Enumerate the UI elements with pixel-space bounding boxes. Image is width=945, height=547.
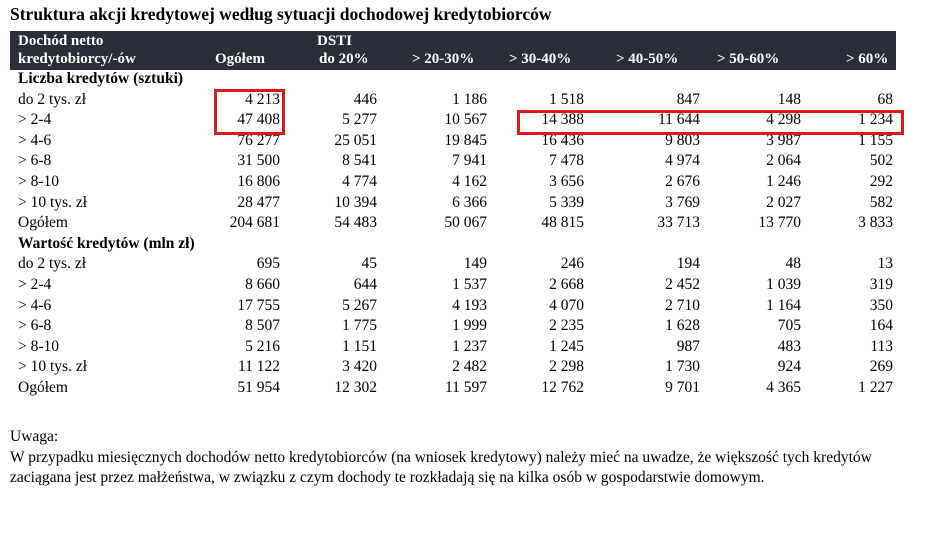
table-cell: 204 681: [229, 214, 280, 232]
row-label: > 10 tys. zł: [18, 358, 88, 376]
table-cell: 11 597: [444, 379, 487, 396]
table-cell: 695: [256, 255, 280, 273]
table-cell: 8 660: [245, 276, 280, 293]
table-cell: 3 987: [766, 131, 801, 149]
table-cell: 2 676: [665, 173, 700, 190]
col-header-total: Ogółem: [215, 51, 265, 67]
table-cell: 54 483: [334, 214, 377, 232]
table-cell: 76 277: [237, 131, 280, 149]
table-cell: 14 388: [541, 111, 584, 129]
table-cell: 1 234: [858, 111, 893, 129]
table-cell: 7 941: [452, 152, 487, 170]
table-cell: 1 518: [549, 90, 584, 108]
table-cell: 1 155: [858, 131, 893, 149]
col-header-dsti-20: do 20%: [319, 51, 369, 67]
table-cell: 31 500: [237, 152, 280, 170]
table-row: [10, 316, 896, 336]
table-cell: 1 151: [342, 337, 377, 355]
table-row: [10, 337, 896, 357]
table-cell: 48: [785, 255, 801, 273]
table-cell: 4 365: [766, 379, 801, 396]
table-cell: 3 420: [342, 358, 377, 376]
table-cell: 50 067: [444, 214, 487, 232]
table-cell: 4 213: [245, 90, 280, 108]
table-cell: 16 806: [237, 173, 280, 190]
table-cell: 164: [869, 317, 893, 335]
table-cell: 2 064: [766, 152, 801, 170]
table-cell: 1 227: [858, 379, 893, 396]
table-cell: 10 394: [334, 193, 377, 211]
table-cell: 644: [353, 276, 377, 293]
table-cell: 5 277: [342, 111, 377, 129]
row-label-header-line1: Dochód netto: [18, 33, 104, 49]
table-cell: 2 027: [766, 193, 801, 211]
table-cell: 11 122: [237, 358, 280, 376]
highlight-box-row: [517, 110, 904, 135]
table-cell: 19 845: [444, 131, 487, 149]
table-row: [10, 275, 896, 295]
highlight-box-total: [214, 89, 285, 135]
section-title: Liczba kredytów (sztuki): [18, 70, 184, 87]
table-header: [10, 31, 896, 70]
table-cell: 924: [777, 358, 801, 376]
row-label: > 8-10: [18, 337, 60, 355]
table-cell: 51 954: [237, 379, 280, 396]
table-cell: 292: [869, 173, 893, 190]
row-label: > 4-6: [18, 296, 52, 314]
row-label: > 6-8: [18, 152, 52, 170]
col-header-dsti-40-50: > 40-50%: [616, 51, 679, 67]
table-cell: 2 668: [549, 276, 584, 293]
table-cell: 3 833: [858, 214, 893, 232]
row-label: Ogółem: [18, 379, 68, 396]
document-title: Struktura akcji kredytowej według sytuacji dochodowej kredytobiorców: [10, 4, 552, 24]
table-cell: 113: [870, 337, 893, 355]
table-cell: 13: [877, 255, 893, 273]
table-cell: 149: [463, 255, 487, 273]
table-cell: 47 408: [237, 111, 280, 129]
table-cell: 1 164: [766, 296, 801, 314]
table-cell: 194: [676, 255, 700, 273]
table-row: [10, 193, 896, 213]
table-cell: 4 974: [665, 152, 700, 170]
row-label: do 2 tys. zł: [18, 255, 87, 273]
table-cell: 705: [777, 317, 801, 335]
table-cell: 8 507: [245, 317, 280, 335]
table-cell: 1 237: [452, 337, 487, 355]
table-cell: 6 366: [452, 193, 487, 211]
table-cell: 5 339: [549, 193, 584, 211]
note-text: W przypadku miesięcznych dochodów netto kredytobiorców (na wniosek kredytowy) należy mieć na uwadze, że większość tych kredytów zaciągana jest przez małżeństwa, w związku z czym dochody te rozkładają się na kilka osób w gospodarstwie domowym.: [10, 448, 872, 486]
table-cell: 446: [353, 90, 377, 108]
table-row: [10, 172, 896, 192]
table-cell: 11 644: [657, 111, 700, 129]
table-cell: 2 710: [665, 296, 700, 314]
table-cell: 17 755: [237, 296, 280, 314]
table-cell: 1 245: [549, 337, 584, 355]
table-cell: 13 770: [758, 214, 801, 232]
table-cell: 1 775: [342, 317, 377, 335]
row-label: > 8-10: [18, 173, 60, 190]
table-cell: 2 235: [549, 317, 584, 335]
table-cell: 7 478: [549, 152, 584, 170]
dsti-header: DSTI: [317, 33, 353, 49]
col-header-dsti-30-40: > 30-40%: [509, 51, 572, 67]
table-cell: 483: [777, 337, 801, 355]
table-cell: 1 999: [452, 317, 487, 335]
table-cell: 1 246: [766, 173, 801, 190]
table-cell: 9 803: [665, 131, 700, 149]
table-cell: 28 477: [237, 193, 280, 211]
table-cell: 2 452: [665, 276, 700, 293]
table-row: [10, 378, 896, 398]
table-row: [10, 296, 896, 316]
row-label: > 10 tys. zł: [18, 193, 88, 211]
table-cell: 9 701: [665, 379, 700, 396]
table-cell: 25 051: [334, 131, 377, 149]
table-cell: 4 774: [342, 173, 377, 190]
row-label-header-line2: kredytobiorcy/-ów: [18, 51, 136, 67]
table-cell: 48 815: [541, 214, 584, 232]
table-row: [10, 90, 896, 110]
row-label: Ogółem: [18, 214, 68, 232]
table-cell: 1 537: [452, 276, 487, 293]
table-cell: 1 186: [452, 90, 487, 108]
row-label: > 6-8: [18, 317, 52, 335]
table-cell: 12 762: [541, 379, 584, 396]
table-row: [10, 357, 896, 377]
table-cell: 987: [676, 337, 700, 355]
row-label: > 2-4: [18, 111, 52, 129]
table-cell: 33 713: [657, 214, 700, 232]
table-cell: 847: [676, 90, 700, 108]
row-label: > 2-4: [18, 276, 52, 293]
table-cell: 4 298: [766, 111, 801, 129]
table-cell: 2 298: [549, 358, 584, 376]
table-cell: 319: [869, 276, 893, 293]
table-cell: 1 628: [665, 317, 700, 335]
table-cell: 8 541: [342, 152, 377, 170]
table-cell: 4 162: [452, 173, 487, 190]
table-cell: 45: [361, 255, 377, 273]
row-label: > 4-6: [18, 131, 52, 149]
table-cell: 148: [777, 90, 801, 108]
table-cell: 4 070: [549, 296, 584, 314]
note-block: [10, 427, 900, 489]
section-row: [10, 234, 896, 254]
table-row: [10, 254, 896, 274]
col-header-dsti-60: > 60%: [846, 51, 889, 67]
col-header-dsti-20-30: > 20-30%: [412, 51, 475, 67]
table-cell: 3 769: [665, 193, 700, 211]
row-label: do 2 tys. zł: [18, 90, 87, 108]
section-row: [10, 69, 896, 89]
section-title: Wartość kredytów (mln zł): [18, 234, 195, 252]
table-cell: 1 039: [766, 276, 801, 293]
table-row: [10, 213, 896, 233]
table-cell: 269: [869, 358, 893, 376]
table-cell: 68: [877, 90, 893, 108]
table-cell: 12 302: [334, 379, 377, 396]
table-cell: 5 216: [245, 337, 280, 355]
table-cell: 1 730: [665, 358, 700, 376]
table-cell: 16 436: [541, 131, 584, 149]
table-cell: 582: [869, 193, 893, 211]
table-cell: 2 482: [452, 358, 487, 376]
note-heading: Uwaga:: [10, 428, 59, 445]
table-cell: 350: [869, 296, 893, 314]
table-cell: 246: [560, 255, 584, 273]
table-cell: 4 193: [452, 296, 487, 314]
table-cell: 5 267: [342, 296, 377, 314]
table-cell: 3 656: [549, 173, 584, 190]
table-cell: 502: [869, 152, 893, 170]
col-header-dsti-50-60: > 50-60%: [717, 51, 780, 67]
table-row: [10, 151, 896, 171]
table-cell: 10 567: [444, 111, 487, 129]
